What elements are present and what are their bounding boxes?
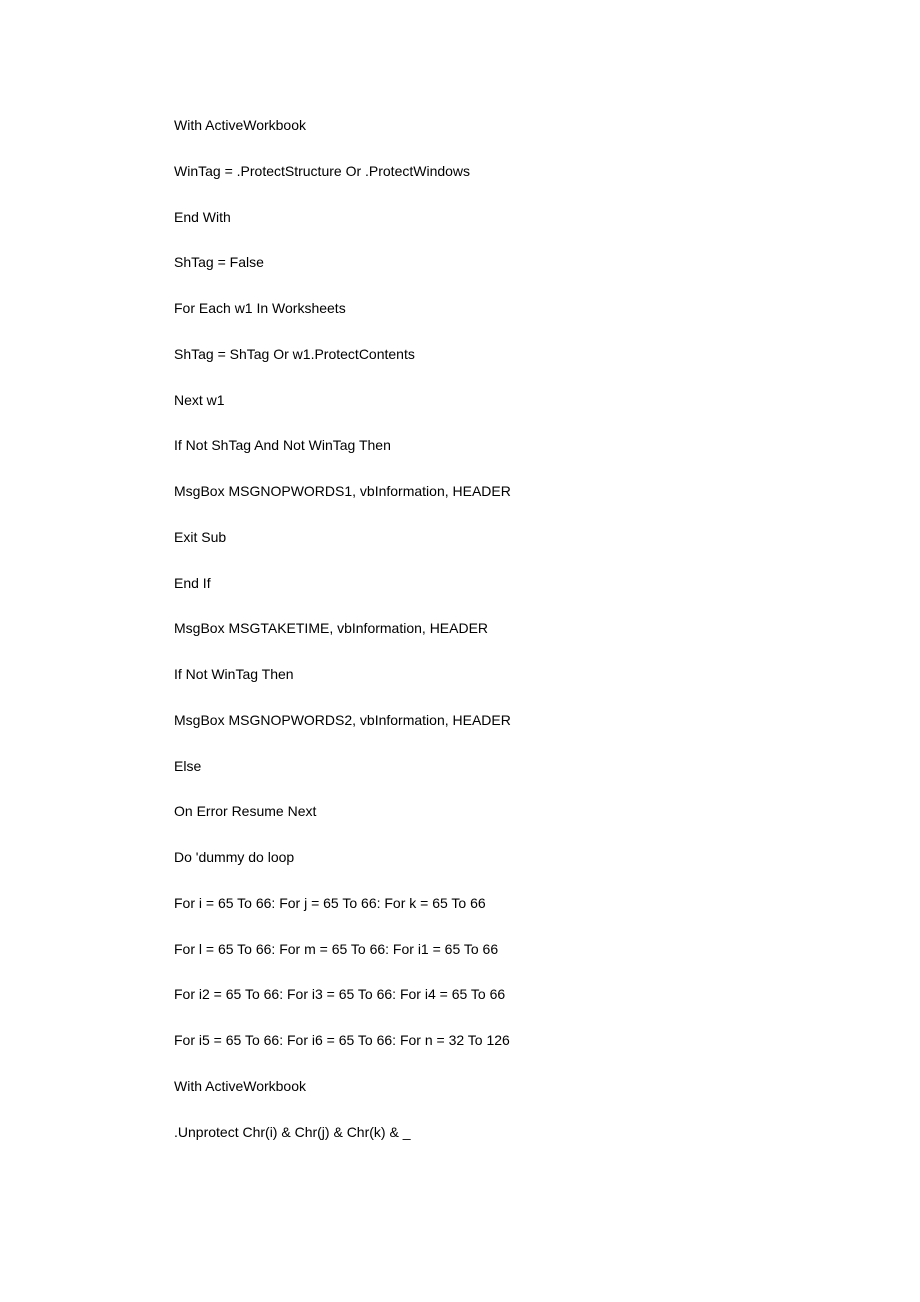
code-line: For l = 65 To 66: For m = 65 To 66: For i1 = 65 To 66 bbox=[174, 940, 499, 957]
code-line: With ActiveWorkbook bbox=[174, 117, 307, 133]
code-line: If Not ShTag And Not WinTag Then bbox=[174, 437, 391, 454]
code-line: WinTag = .ProtectStructure Or .ProtectWindows bbox=[174, 162, 471, 179]
code-line: For i2 = 65 To 66: For i3 = 65 To 66: For i4 = 65 To 66 bbox=[174, 986, 506, 1003]
code-line: With ActiveWorkbook bbox=[174, 1077, 307, 1094]
code-line: MsgBox MSGTAKETIME, vbInformation, HEADER bbox=[174, 620, 489, 637]
code-line: If Not WinTag Then bbox=[174, 666, 294, 682]
code-line: Exit Sub bbox=[174, 528, 227, 545]
code-line: On Error Resume Next bbox=[174, 803, 317, 820]
code-listing bbox=[174, 116, 511, 1168]
code-line: ShTag = False bbox=[174, 254, 264, 271]
code-line: .Unprotect Chr(i) & Chr(j) & Chr(k) & _ bbox=[174, 1123, 411, 1140]
code-line: End If bbox=[174, 574, 211, 591]
code-line: MsgBox MSGNOPWORDS2, vbInformation, HEADER bbox=[174, 711, 511, 728]
code-line: End With bbox=[174, 208, 231, 225]
code-line: For i = 65 To 66: For j = 65 To 66: For k = 65 To 66 bbox=[174, 894, 486, 911]
code-line: ShTag = ShTag Or w1.ProtectContents bbox=[174, 345, 415, 362]
code-line: MsgBox MSGNOPWORDS1, vbInformation, HEADER bbox=[174, 483, 511, 499]
code-line: For i5 = 65 To 66: For i6 = 65 To 66: For n = 32 To 126 bbox=[174, 1032, 510, 1048]
code-line: Next w1 bbox=[174, 391, 225, 408]
code-line: Else bbox=[174, 757, 202, 774]
code-line: For Each w1 In Worksheets bbox=[174, 300, 346, 316]
code-line: Do 'dummy do loop bbox=[174, 849, 295, 865]
